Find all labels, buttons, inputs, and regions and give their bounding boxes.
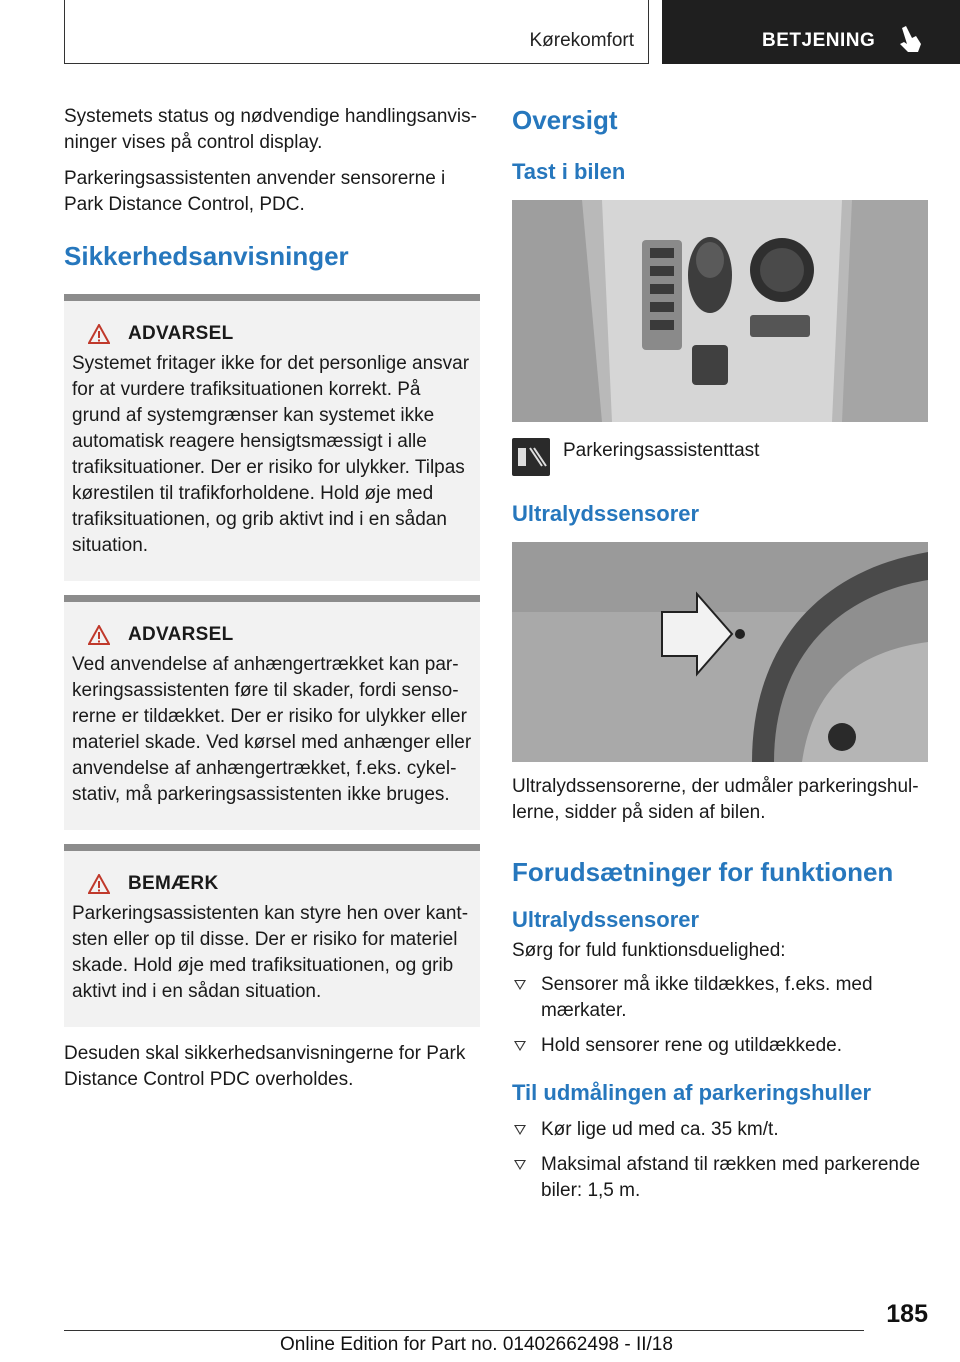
intro-paragraph-2: Parkeringsassistenten anvender sensorerne i Park Distance Control, PDC.	[64, 168, 446, 215]
warning-title: ADVARSEL	[128, 624, 234, 645]
list-item: Sensorer må ikke tildækkes, f.eks. med mærkater.	[512, 972, 928, 1024]
requirements-list	[512, 972, 928, 1059]
sensors-subheading: Ultralydssensorer	[512, 501, 700, 526]
notice-box	[64, 844, 480, 1027]
footer-edition: Online Edition for Part no. 01402662498 - II/18	[280, 1334, 673, 1355]
warning-triangle-icon	[88, 324, 110, 344]
sensor-caption: Ultralydssensorerne, der udmåler parkeringshullerne, sidder på siden af bilen.	[512, 776, 919, 823]
overview-heading: Oversigt	[512, 105, 618, 135]
button-subheading: Tast i bilen	[512, 159, 626, 184]
ultrasonic-sensor-image	[512, 542, 928, 762]
requirements-intro: Sørg for fuld funktionsduelighed:	[512, 940, 786, 961]
outro-paragraph: Desuden skal sikkerhedsanvisningerne for Park Distance Control PDC overholdes.	[64, 1043, 466, 1090]
warning-title: ADVARSEL	[128, 323, 234, 344]
safety-heading: Sikkerhedsanvisninger	[64, 241, 349, 271]
list-item: Hold sensorer rene og utildækkede.	[512, 1033, 928, 1059]
warning-text: Ved anvendelse af anhængertrækket kan parkeringsassistenten føre til skader, fordi sensorerne er tildækket. Der er risiko for ulykker eller materiel skade. Ved kørsel med anhænger eller anvendelse af anhængertrækket, f.eks. cykelstativ, må parkeringsassistenten ikke bruges.	[72, 654, 472, 805]
warning-box-2	[64, 595, 480, 830]
notice-text: Parkeringsassistenten kan styre hen over kantsten eller op til disse. Der er risiko for materiel skade. Hold øje med trafiksituationen, og grib aktivt ind i en sådan situation.	[72, 903, 469, 1002]
left-column	[64, 104, 480, 1103]
pointing-hand-icon	[896, 24, 924, 54]
header-chapter-title: BETJENING	[762, 30, 876, 51]
center-console-image	[512, 200, 928, 422]
header-section-tab	[64, 0, 649, 64]
triangle-bullet-icon	[514, 980, 526, 990]
warning-box-1	[64, 294, 480, 581]
button-caption: Parkeringsassistenttast	[563, 440, 760, 461]
intro-paragraph-1: Systemets status og nødvendige handlingsanvisninger vises på control display.	[64, 106, 477, 153]
parking-assist-button-icon	[512, 438, 550, 476]
prerequisites-heading: Forudsætninger for funktionen	[512, 857, 894, 887]
measurement-list	[512, 1117, 928, 1204]
prereq-sensors-subheading: Ultralydssensorer	[512, 907, 700, 932]
warning-triangle-icon	[88, 874, 110, 894]
triangle-bullet-icon	[514, 1160, 526, 1170]
header-section-title: Kørekomfort	[529, 30, 634, 51]
header-chapter-tab	[662, 0, 960, 64]
triangle-bullet-icon	[514, 1125, 526, 1135]
footer-divider	[64, 1330, 864, 1331]
list-item: Kør lige ud med ca. 35 km/t.	[512, 1117, 928, 1143]
measurement-subheading: Til udmålingen af parkeringshuller	[512, 1080, 872, 1105]
right-column	[512, 104, 928, 1213]
notice-title: BEMÆRK	[128, 873, 219, 894]
list-item: Maksimal afstand til rækken med parkerende biler: 1,5 m.	[512, 1152, 928, 1204]
warning-text: Systemet fritager ikke for det personlige ansvar for at vurdere trafiksituationen korrekt. På grund af systemgrænser kan systemet ikke automatisk reagere hensigtsmæssigt i alle trafiksituationer. Der er risiko for ulykker. Tilpas kørestilen til trafikforholdene. Hold øje med trafiksituationen, og grib aktivt ind i en sådan situation.	[72, 353, 470, 556]
warning-triangle-icon	[88, 625, 110, 645]
page-number: 185	[886, 1300, 928, 1328]
triangle-bullet-icon	[514, 1041, 526, 1051]
